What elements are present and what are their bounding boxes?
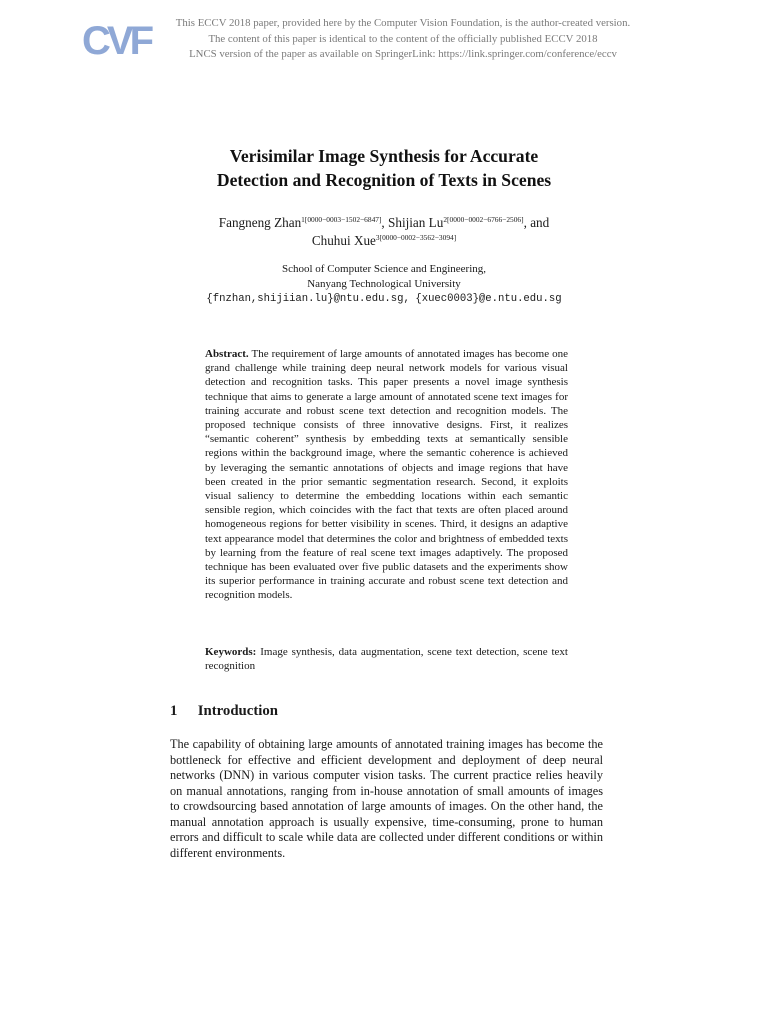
paper-title bbox=[120, 145, 648, 192]
title-line-2: Detection and Recognition of Texts in Scenes bbox=[216, 169, 552, 190]
notice-line-3: LNCS version of the paper as available on SpringerLink: https://link.springer.com/conference/eccv bbox=[189, 48, 617, 60]
title-line-1: Verisimilar Image Synthesis for Accurate bbox=[229, 146, 539, 166]
eccv-notice bbox=[150, 16, 656, 63]
author-separator: , and bbox=[523, 215, 550, 230]
affiliation-line-2: Nanyang Technological University bbox=[307, 277, 461, 290]
author-list bbox=[120, 214, 648, 250]
notice-line-1: This ECCV 2018 paper, provided here by the Computer Vision Foundation, is the author-created version. bbox=[175, 17, 631, 29]
author-email: {xuec0003}@e.ntu.edu.sg bbox=[415, 293, 562, 305]
author-name: Chuhui Xue bbox=[311, 233, 376, 248]
author-name: Fangneng Zhan bbox=[218, 215, 302, 230]
cvf-logo-icon bbox=[82, 16, 150, 63]
intro-paragraph: The capability of obtaining large amounts of annotated training images has become the bottleneck for effective and efficient development and deployment of deep neural networks (DNN) in various computer vision tasks. The current practice relies heavily on manual annotations, ranging from in-house annotation of small amounts of images to crowdsourcing based annotation of large amounts of images. On the other hand, the manual annotation approach is usually expensive, time-consuming, prone to human errors and difficult to scale while data are collected under different conditions or within different environments. bbox=[170, 737, 603, 860]
author-separator: , bbox=[381, 215, 389, 230]
svg-text:CVF: CVF bbox=[82, 19, 150, 63]
author-orcid: 3[0000−0002−3562−3094] bbox=[375, 233, 457, 242]
author-email: {fnzhan,shijiian.lu}@ntu.edu.sg, bbox=[206, 293, 410, 305]
section-title: Introduction bbox=[197, 703, 279, 719]
abstract-label: Abstract. bbox=[205, 348, 249, 360]
keywords-text: Image synthesis, data augmentation, scene text detection, scene text recognition bbox=[205, 646, 568, 673]
author-name: Shijian Lu bbox=[388, 215, 444, 230]
section-heading bbox=[170, 702, 602, 720]
affiliation-line-1: School of Computer Science and Engineering, bbox=[281, 263, 487, 275]
keywords bbox=[205, 645, 568, 673]
abstract-text: The requirement of large amounts of annotated images has become one grand challenge while training deep neural network models for various visual detection and recognition tasks. This paper presents a novel image synthesis technique that aims to generate a large amount of annotated scene text images for training accurate and robust scene text detection and recognition models. The proposed technique consists of three innovative designs. First, it realizes “semantic coherent” synthesis by embedding texts at semantically sensible regions within the background image, where the semantic coherence is achieved by leveraging the semantic annotations of objects and image regions that have been created in the prior semantic segmentation research. Second, it exploits visual saliency to determine the embedding locations within each semantic sensible region, which coincides with the fact that texts are often placed around homogeneous regions for better visibility in scenes. Third, it designs an adaptive text appearance model that determines the color and brightness of embedded texts by learning from the feature of real scene text images adaptively. The proposed technique has been evaluated over five public datasets and the experiments show its superior performance in training accurate and robust scene text detection and recognition models. bbox=[205, 348, 568, 602]
affiliation bbox=[120, 262, 648, 307]
author-orcid: 2[0000−0002−6766−2506] bbox=[443, 215, 524, 224]
notice-line-2: The content of this paper is identical to the content of the officially published ECCV 2018 bbox=[208, 32, 598, 45]
abstract bbox=[205, 347, 568, 603]
section-number: 1 bbox=[170, 703, 178, 719]
keywords-label: Keywords: bbox=[205, 646, 257, 658]
author-orcid: 1[0000−0003−1502−6847] bbox=[301, 215, 382, 224]
